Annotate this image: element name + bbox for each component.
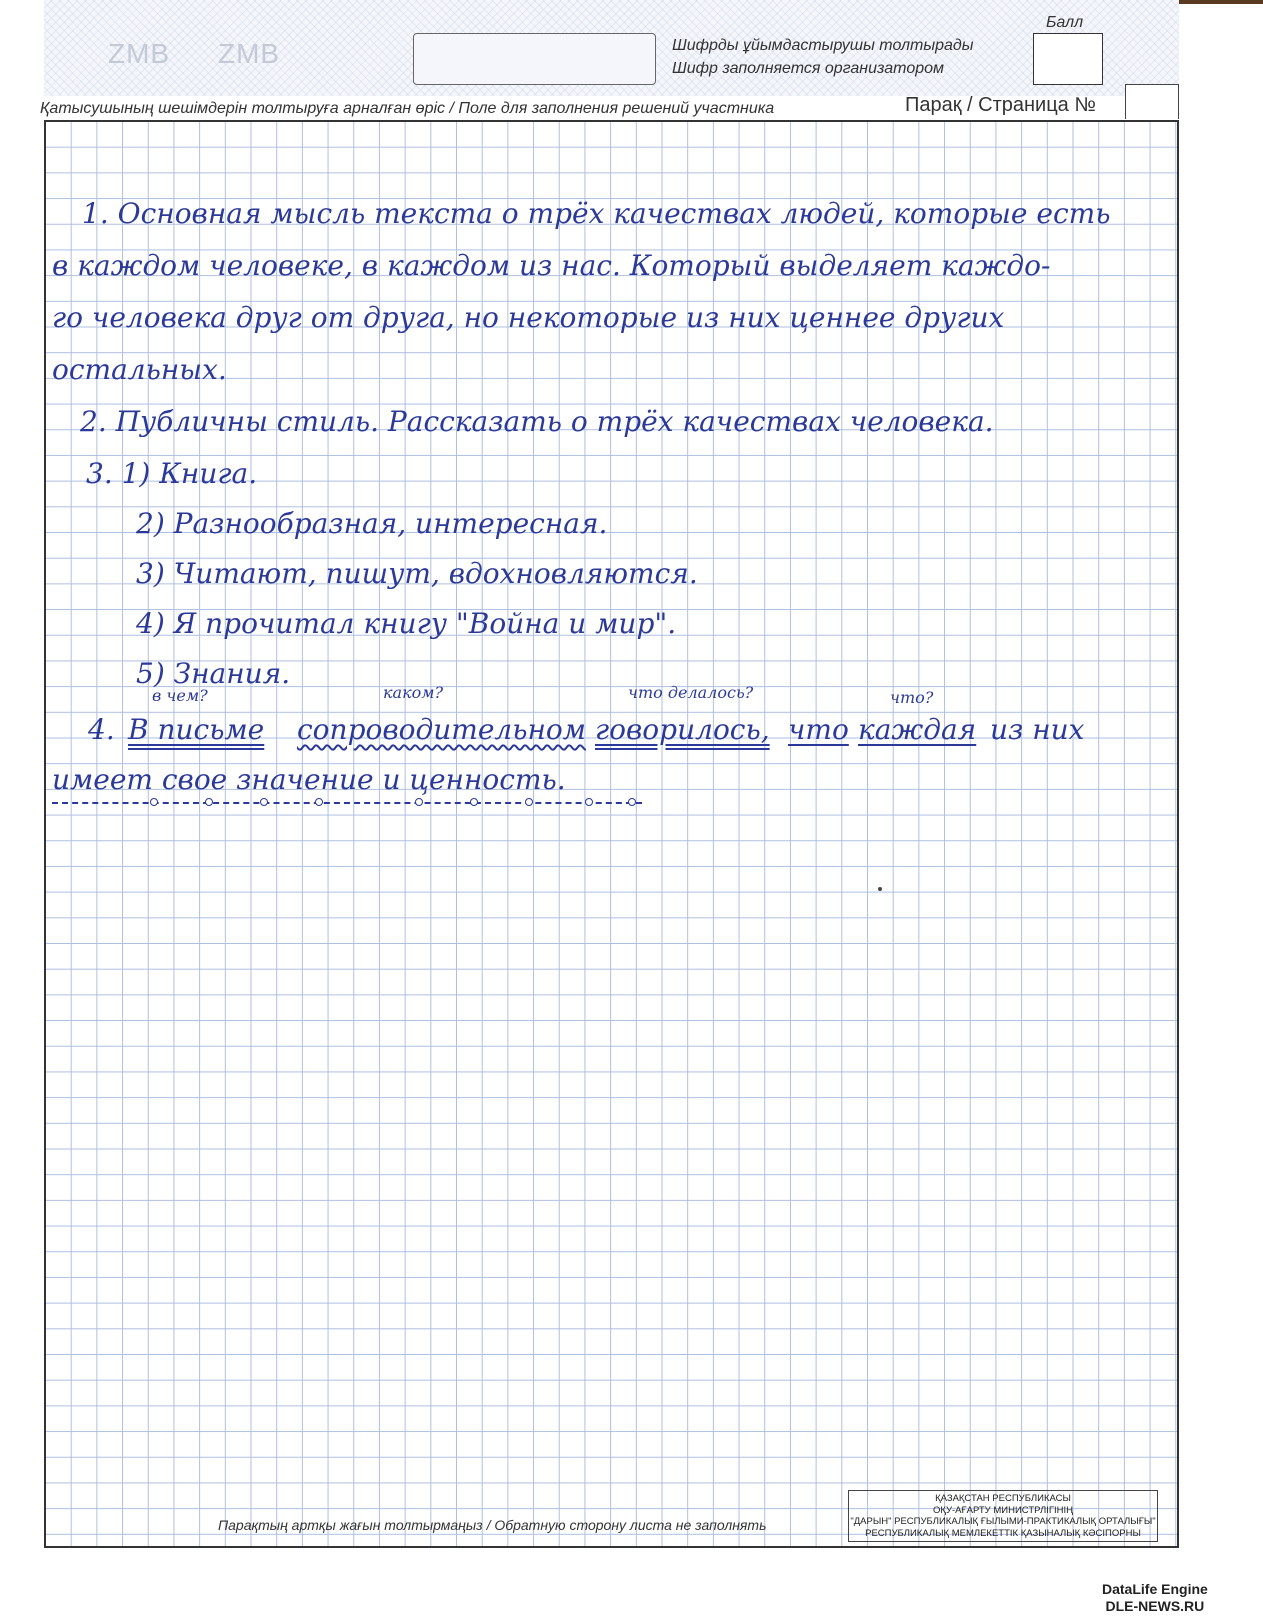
score-label: Балл bbox=[1046, 14, 1084, 31]
answer-1-line-1: 1. Основная мысль текста о трёх качествах людей, которые есть bbox=[82, 197, 1111, 230]
underline-dot bbox=[315, 798, 323, 806]
answer-4-word-soprovoditelnom: сопроводительном bbox=[297, 713, 586, 746]
question-kakom: каком? bbox=[383, 683, 444, 702]
answer-1-line-3: го человека друг от друга, но некоторые из них ценнее других bbox=[52, 301, 1005, 334]
cipher-note-ru: Шифр заполняется организатором bbox=[672, 60, 944, 77]
underline-dot bbox=[415, 798, 423, 806]
site-watermark bbox=[1102, 1581, 1208, 1615]
underline-dot bbox=[470, 798, 478, 806]
answer-4-word-chto: что bbox=[788, 713, 849, 746]
stamp-line: РЕСПУБЛИКАЛЫҚ МЕМЛЕКЕТТІК ҚАЗЫНАЛЫҚ КӘСІПОРНЫ bbox=[865, 1527, 1141, 1539]
watermark-zmb-left: ZMB bbox=[108, 38, 171, 69]
answer-3-item-5: 5) Знания. bbox=[136, 657, 291, 690]
question-v-chem: в чем? bbox=[152, 686, 208, 705]
stamp-line: ҚАЗАҚСТАН РЕСПУБЛИКАСЫ bbox=[935, 1493, 1071, 1504]
answer-4-line-2: имеет свое значение и ценность. bbox=[52, 763, 566, 796]
answer-2: 2. Публичны стиль. Рассказать о трёх качествах человека. bbox=[80, 405, 994, 438]
cipher-note-kz: Шифрды ұйымдастырушы толтырады bbox=[672, 37, 974, 54]
ink-speck bbox=[878, 887, 882, 891]
cipher-code-box bbox=[413, 33, 656, 85]
stamp-line: "ДАРЫН" РЕСПУБЛИКАЛЫҚ ҒЫЛЫМИ-ПРАКТИКАЛЫҚ ОРТАЛЫҒЫ" bbox=[850, 1516, 1156, 1527]
stamp-line: ОҚУ-АҒАРТУ МИНИСТРЛІГІНІҢ bbox=[933, 1504, 1073, 1516]
underline-dot bbox=[525, 798, 533, 806]
answer-1-line-4: остальных. bbox=[52, 353, 227, 386]
organization-stamp bbox=[848, 1490, 1158, 1542]
underline-dot bbox=[585, 798, 593, 806]
answer-3-item-4: 4) Я прочитал книгу "Война и мир". bbox=[136, 607, 677, 640]
answer-4-word-iz-nih: из них bbox=[990, 713, 1085, 746]
site-watermark-line-2: DLE-NEWS.RU bbox=[1105, 1598, 1205, 1614]
back-side-note: Парақтың артқы жағын толтырмаңыз / Обратную сторону листа не заполнять bbox=[218, 1517, 767, 1533]
answer-4-number: 4. bbox=[88, 713, 115, 746]
answer-4-word-govorilos: говорилось, bbox=[595, 713, 770, 746]
watermark-zmb-right: ZMB bbox=[218, 38, 281, 69]
dash-dot-underline bbox=[52, 794, 642, 804]
underline-dot bbox=[205, 798, 213, 806]
page-number-label: Парақ / Страница № bbox=[905, 94, 1096, 116]
score-box bbox=[1033, 33, 1103, 85]
question-chto: что? bbox=[890, 688, 934, 707]
underline-dot bbox=[150, 798, 158, 806]
site-watermark-line-1: DataLife Engine bbox=[1102, 1581, 1208, 1597]
answer-3-item-3: 3) Читают, пишут, вдохновляются. bbox=[136, 557, 698, 590]
answer-3-item-1: 3. 1) Книга. bbox=[86, 457, 258, 490]
underline-dot bbox=[628, 798, 636, 806]
page-number-box bbox=[1125, 84, 1179, 119]
underline-dot bbox=[260, 798, 268, 806]
answer-field-label: Қатысушының шешімдерін толтыруға арналған өріс / Поле для заполнения решений участника bbox=[40, 100, 775, 117]
answer-4-word-v-pisme: В письме bbox=[128, 713, 265, 746]
answer-grid bbox=[44, 120, 1179, 1548]
question-chto-delalos: что делалось? bbox=[628, 683, 754, 702]
answer-4-word-kazhdaya: каждая bbox=[858, 713, 977, 746]
answer-3-item-2: 2) Разнообразная, интересная. bbox=[136, 507, 608, 540]
answer-1-line-2: в каждом человеке, в каждом из нас. Который выделяет каждо- bbox=[52, 249, 1051, 282]
